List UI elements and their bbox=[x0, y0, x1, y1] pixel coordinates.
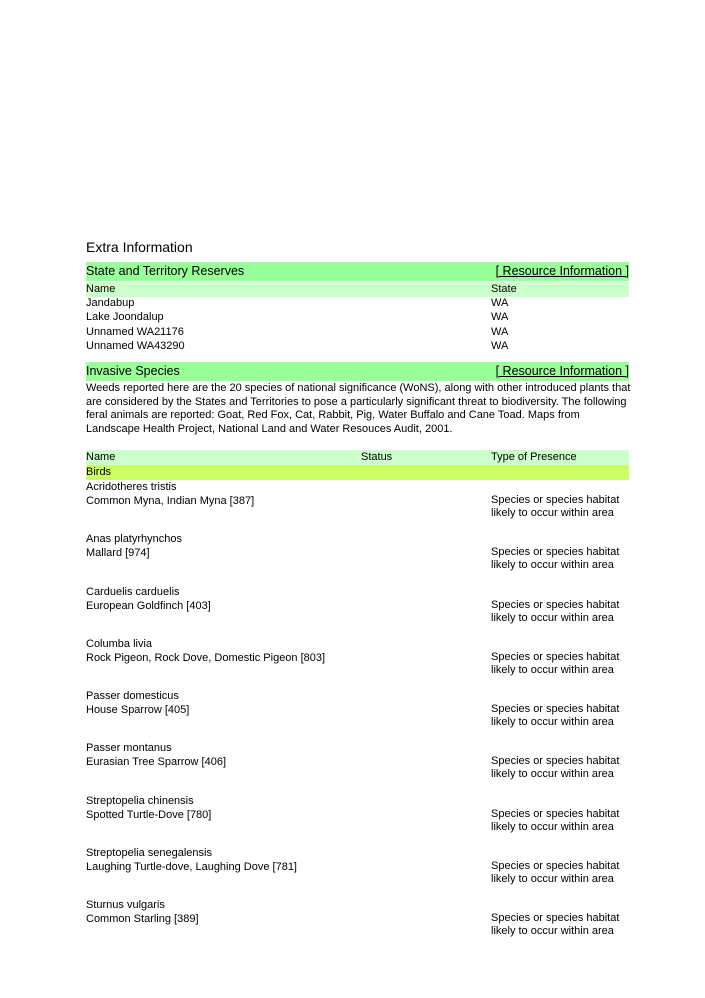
presence-type: Species or species habitat likely to occur within area bbox=[491, 860, 620, 885]
common-name: European Goldfinch [403] bbox=[86, 600, 211, 612]
reserve-name: Unnamed WA21176 bbox=[86, 326, 184, 338]
table-row bbox=[86, 310, 629, 324]
extra-information-heading: Extra Information bbox=[86, 239, 193, 255]
presence-type: Species or species habitat likely to occur within area bbox=[491, 599, 620, 624]
col-name: Name bbox=[86, 451, 116, 463]
presence-type: Species or species habitat likely to occur within area bbox=[491, 651, 620, 676]
list-item bbox=[86, 741, 629, 785]
reserves-section-header bbox=[86, 262, 629, 281]
reserves-resource-link[interactable]: [ Resource Information ] bbox=[495, 264, 629, 278]
group-birds bbox=[86, 465, 629, 480]
reserves-column-header bbox=[86, 282, 629, 297]
scientific-name: Passer montanus bbox=[86, 742, 172, 754]
presence-type: Species or species habitat likely to occur within area bbox=[491, 546, 620, 571]
reserve-name: Lake Joondalup bbox=[86, 311, 164, 323]
list-item bbox=[86, 585, 629, 629]
reserves-title: State and Territory Reserves bbox=[86, 264, 245, 278]
common-name: Common Starling [389] bbox=[86, 913, 199, 925]
scientific-name: Columba livia bbox=[86, 638, 153, 650]
col-state: State bbox=[491, 283, 517, 295]
presence-type: Species or species habitat likely to occur within area bbox=[491, 703, 620, 728]
invasive-column-header bbox=[86, 450, 629, 465]
common-name: Laughing Turtle-dove, Laughing Dove [781] bbox=[86, 861, 297, 873]
reserve-name: Unnamed WA43290 bbox=[86, 340, 185, 352]
presence-type: Species or species habitat likely to occur within area bbox=[491, 912, 620, 937]
table-row bbox=[86, 325, 629, 339]
invasive-resource-link[interactable]: [ Resource Information ] bbox=[495, 364, 629, 378]
common-name: Common Myna, Indian Myna [387] bbox=[86, 495, 255, 507]
invasive-description: Weeds reported here are the 20 species of national significance (WoNS), along with other introduced plants that are considered by the States and Territories to pose a particularly significant threat to biodiversity. The following feral animals are reported: Goat, Red Fox, Cat, Rabbit, Pig, Water Buffalo and Cane Toad. Maps from Landscape Health Project, National Land and Water Resouces Audit, 2001. bbox=[86, 382, 631, 435]
reserve-state: WA bbox=[491, 340, 509, 352]
list-item bbox=[86, 794, 629, 838]
scientific-name: Streptopelia chinensis bbox=[86, 795, 194, 807]
common-name: Mallard [974] bbox=[86, 547, 150, 559]
scientific-name: Sturnus vulgaris bbox=[86, 899, 165, 911]
reserve-state: WA bbox=[491, 326, 509, 338]
col-name: Name bbox=[86, 283, 116, 295]
list-item bbox=[86, 532, 629, 576]
presence-type: Species or species habitat likely to occur within area bbox=[491, 808, 620, 833]
list-item bbox=[86, 898, 629, 942]
invasive-title: Invasive Species bbox=[86, 364, 180, 378]
invasive-section-header bbox=[86, 362, 629, 381]
common-name: House Sparrow [405] bbox=[86, 704, 190, 716]
reserve-name: Jandabup bbox=[86, 297, 135, 309]
table-row bbox=[86, 339, 629, 353]
common-name: Eurasian Tree Sparrow [406] bbox=[86, 756, 227, 768]
col-presence: Type of Presence bbox=[491, 451, 577, 463]
reserve-state: WA bbox=[491, 311, 509, 323]
list-item bbox=[86, 689, 629, 733]
list-item bbox=[86, 846, 629, 890]
scientific-name: Anas platyrhynchos bbox=[86, 533, 182, 545]
table-row bbox=[86, 296, 629, 310]
scientific-name: Streptopelia senegalensis bbox=[86, 847, 212, 859]
list-item bbox=[86, 480, 629, 524]
scientific-name: Carduelis carduelis bbox=[86, 586, 180, 598]
col-status: Status bbox=[361, 451, 393, 463]
scientific-name: Acridotheres tristis bbox=[86, 481, 177, 493]
presence-type: Species or species habitat likely to occur within area bbox=[491, 755, 620, 780]
common-name: Spotted Turtle-Dove [780] bbox=[86, 809, 212, 821]
presence-type: Species or species habitat likely to occur within area bbox=[491, 494, 620, 519]
reserve-state: WA bbox=[491, 297, 509, 309]
list-item bbox=[86, 637, 629, 681]
group-label: Birds bbox=[86, 466, 112, 478]
scientific-name: Passer domesticus bbox=[86, 690, 179, 702]
common-name: Rock Pigeon, Rock Dove, Domestic Pigeon [803] bbox=[86, 652, 326, 664]
